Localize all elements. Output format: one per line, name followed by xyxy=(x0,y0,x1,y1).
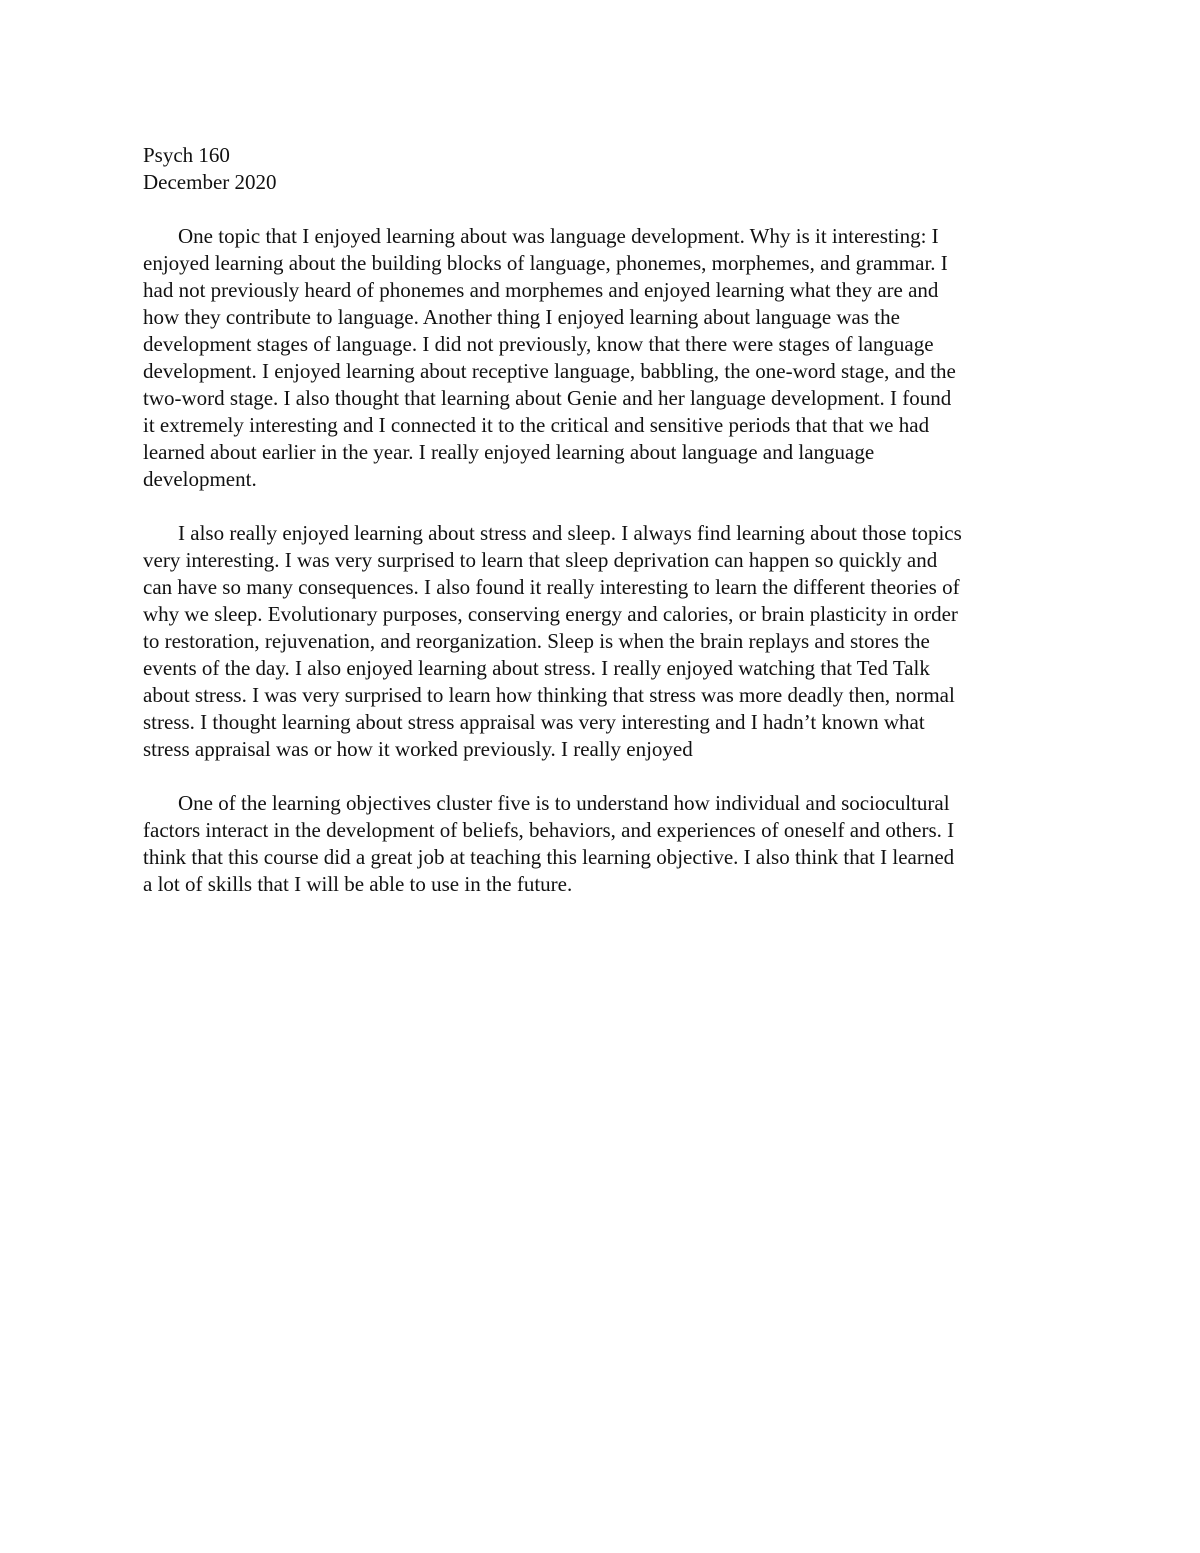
document-body xyxy=(143,142,1063,898)
paragraph-line: One of the learning objectives cluster five is to understand how individual and sociocultural xyxy=(178,791,950,815)
paragraph-line: enjoyed learning about the building blocks of language, phonemes, morphemes, and grammar. I xyxy=(143,251,948,275)
paragraph-stress-and-sleep xyxy=(143,520,1063,763)
paragraph-line: One topic that I enjoyed learning about was language development. Why is it interesting: I xyxy=(178,224,939,248)
paragraph-line: it extremely interesting and I connected it to the critical and sensitive periods that that we had xyxy=(143,413,930,437)
paragraph-line: development stages of language. I did not previously, know that there were stages of language xyxy=(143,332,934,356)
paragraph-line: development. I enjoyed learning about receptive language, babbling, the one-word stage, and the xyxy=(143,359,956,383)
paragraph-line: can have so many consequences. I also found it really interesting to learn the different theories of xyxy=(143,575,960,599)
course-name: Psych 160 xyxy=(143,143,230,167)
spacer xyxy=(143,493,1063,520)
paragraph-line: a lot of skills that I will be able to use in the future. xyxy=(143,872,573,896)
paragraph-line: stress. I thought learning about stress appraisal was very interesting and I hadn’t known what xyxy=(143,710,925,734)
paragraph-line: think that this course did a great job at teaching this learning objective. I also think that I learned xyxy=(143,845,955,869)
paragraph-line: to restoration, rejuvenation, and reorganization. Sleep is when the brain replays and stores the xyxy=(143,629,930,653)
paragraph-line: had not previously heard of phonemes and morphemes and enjoyed learning what they are and xyxy=(143,278,939,302)
spacer xyxy=(143,763,1063,790)
paragraph-line: about stress. I was very surprised to learn how thinking that stress was more deadly then, normal xyxy=(143,683,955,707)
paragraph-line: very interesting. I was very surprised to learn that sleep deprivation can happen so quickly and xyxy=(143,548,938,572)
paragraph-line: factors interact in the development of beliefs, behaviors, and experiences of oneself and others. I xyxy=(143,818,955,842)
paragraph-learning-objectives xyxy=(143,790,1063,898)
paragraph-line: how they contribute to language. Another thing I enjoyed learning about language was the xyxy=(143,305,900,329)
paragraph-line: why we sleep. Evolutionary purposes, conserving energy and calories, or brain plasticity in order xyxy=(143,602,958,626)
paragraph-line: two-word stage. I also thought that learning about Genie and her language development. I found xyxy=(143,386,952,410)
paragraph-line: I also really enjoyed learning about stress and sleep. I always find learning about those topics xyxy=(178,521,962,545)
paragraph-line: development. xyxy=(143,467,257,491)
paragraph-language-development xyxy=(143,223,1063,493)
paragraph-line: events of the day. I also enjoyed learning about stress. I really enjoyed watching that Ted Talk xyxy=(143,656,930,680)
document-date: December 2020 xyxy=(143,170,277,194)
spacer xyxy=(143,196,1063,223)
paragraph-line: learned about earlier in the year. I really enjoyed learning about language and language xyxy=(143,440,875,464)
paragraph-line: stress appraisal was or how it worked previously. I really enjoyed xyxy=(143,737,693,761)
